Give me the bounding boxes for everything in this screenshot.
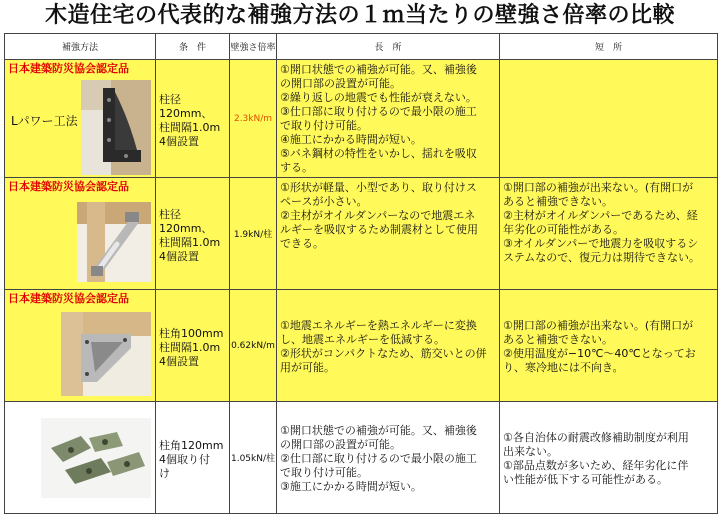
- strength-cell: 0.62kN/m: [230, 290, 277, 402]
- pros-text: ①開口状態での補強が可能。又、補強後 の開口部の設置が可能。 ②繰り返しの地震でも性能が衰えない。 ③仕口部に取り付けるので最小限の施工 で取り付け可能。 ④施工にかかる時間が短い。 ⑤バネ鋼材の特性をいかし、揺れを吸収 する。: [280, 63, 477, 174]
- condition-text: 柱角120mm 4個取り付 け: [159, 438, 224, 480]
- header-pros: 長 所: [277, 34, 500, 60]
- cert-label: 日本建築防災協会認定品: [8, 292, 129, 305]
- header-row: [5, 34, 718, 60]
- pros-cell: [277, 402, 500, 514]
- cons-text: ①各自治体の耐震改修補助制度が利用 出来ない。 ①部品点数が多いため、経年劣化に伴 い性能が低下する可能性がある。: [503, 431, 689, 486]
- cert-label: 日本建築防災協会認定品: [8, 62, 129, 75]
- condition-cell: [156, 402, 230, 514]
- table-row: [5, 60, 718, 178]
- pros-text: ①地震エネルギーを熱エネルギーに変換 し、地震エネルギーを低減する。 ②形状がコンパクトなため、筋交いとの併 用が可能。: [280, 319, 487, 374]
- pros-cell: [277, 178, 500, 290]
- method-cell: [5, 178, 156, 290]
- table-row: [5, 290, 718, 402]
- cons-cell: [500, 178, 718, 290]
- table-row: [5, 402, 718, 514]
- condition-cell: [156, 60, 230, 178]
- l-bracket-photo-icon: [81, 80, 151, 175]
- cons-cell: [500, 402, 718, 514]
- cons-text: ①開口部の補強が出来ない。(有開口が あると補強できない。 ②主材がオイルダンパーであるため、経 年劣化の可能性がある。 ③オイルダンパーで地震力を吸収するシ ステムなので、復元力は期待できない。: [503, 181, 701, 264]
- cons-cell: [500, 290, 718, 402]
- pros-cell: [277, 290, 500, 402]
- pros-cell: [277, 60, 500, 178]
- oil-damper-photo-icon: [77, 202, 151, 282]
- comparison-table: [4, 33, 718, 514]
- viscoelastic-damper-photo-icon: [61, 312, 151, 396]
- condition-cell: [156, 290, 230, 402]
- condition-text: 柱径 120mm、 柱間隔1.0m 4個設置: [159, 92, 221, 148]
- method-cell: [5, 402, 156, 514]
- cert-label: 日本建築防災協会認定品: [8, 180, 129, 193]
- method-name: Lパワー工法: [11, 114, 78, 128]
- condition-text: 柱径 120mm、 柱間隔1.0m 4個設置: [159, 207, 221, 263]
- header-method: 補強方法: [5, 34, 156, 60]
- strength-cell: 1.05kN/柱: [230, 402, 277, 514]
- method-cell: [5, 290, 156, 402]
- header-strength: 壁強さ倍率: [230, 34, 277, 60]
- pros-text: ①形状が軽量、小型であり、取り付けス ペースが小さい。 ②主材がオイルダンパーなので地震エネ ルギーを吸収するため制震材として使用 できる。: [280, 181, 478, 250]
- strength-cell: 2.3kN/m: [230, 60, 277, 178]
- strength-cell: 1.9kN/柱: [230, 178, 277, 290]
- condition-text: 柱角100mm 柱間隔1.0m 4個設置: [159, 326, 224, 368]
- condition-cell: [156, 178, 230, 290]
- cons-text: ①開口部の補強が出来ない。(有開口が あると補強できない。 ②使用温度が−10℃〜40℃となってお り、寒冷地には不向き。: [503, 319, 696, 374]
- pros-text: ①開口状態での補強が可能。又、補強後 の開口部の設置が可能。 ②仕口部に取り付けるので最小限の施工 で取り付け可能。 ③施工にかかる時間が短い。: [280, 424, 477, 493]
- header-condition: 条 件: [156, 34, 230, 60]
- header-cons: 短 所: [500, 34, 718, 60]
- table-row: [5, 178, 718, 290]
- cons-cell: [500, 60, 718, 178]
- method-cell: [5, 60, 156, 178]
- hinge-brackets-photo-icon: [41, 418, 151, 498]
- page-title: 木造住宅の代表的な補強方法の１ｍ当たりの壁強さ倍率の比較: [44, 3, 675, 28]
